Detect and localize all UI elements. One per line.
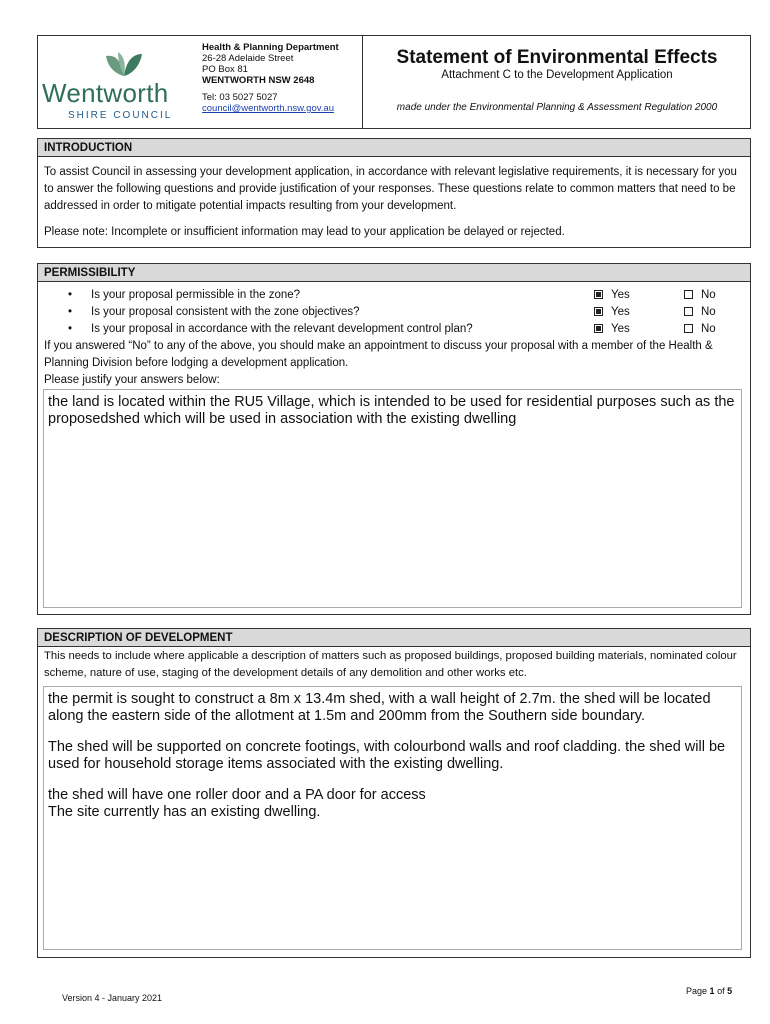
question-text: Is your proposal in accordance with the relevant development control plan?	[91, 323, 473, 335]
yes-checkbox[interactable]	[594, 290, 603, 299]
bullet: •	[68, 289, 73, 301]
yes-option[interactable]: Yes	[594, 304, 630, 321]
intro-note: Please note: Incomplete or insufficient information may lead to your application be delayed or rejected.	[44, 226, 565, 238]
no-checkbox[interactable]	[684, 307, 693, 316]
email-link[interactable]: council@wentworth.nsw.gov.au	[202, 103, 334, 114]
intro-paragraph: To assist Council in assessing your development application, in accordance with relevant legislative requirements, it is necessary for you to answer the following questions and provide justification of your responses. These questions relate to common matters that need to be addressed in order to mitigate potential impacts resulting from your development.	[44, 166, 737, 212]
address-line: 26-28 Adelaide Street	[202, 53, 294, 64]
document-subtitle: Attachment C to the Development Application	[441, 69, 673, 81]
justify-label: Please justify your answers below:	[44, 374, 220, 386]
bullet: •	[68, 306, 73, 318]
version-label: Version 4 - January 2021	[62, 993, 163, 1003]
description-paragraph: the permit is sought to construct a 8m x 13.4m shed, with a wall height of 2.7m. the shed will be located along the eastern side of the allotment at 1.5m and 200mm from the Southern side boundary.	[48, 691, 711, 724]
address-line: PO Box 81	[202, 64, 248, 75]
no-checkbox[interactable]	[684, 324, 693, 333]
description-textarea[interactable]	[43, 686, 742, 950]
description-paragraph: the shed will have one roller door and a PA door for access The site currently has an existing dwelling.	[48, 787, 426, 820]
question-text: Is your proposal permissible in the zone?	[91, 289, 301, 301]
regulation-note: made under the Environmental Planning & Assessment Regulation 2000	[396, 102, 718, 113]
logo-subtitle: SHIRE COUNCIL	[68, 110, 173, 121]
council-logo	[40, 46, 200, 126]
description-section	[37, 628, 751, 958]
permissibility-section	[37, 263, 751, 615]
question-row	[38, 321, 750, 338]
no-answer-note: If you answered “No” to any of the above, you should make an appointment to discuss your proposal with a member of the Health & Planning Division before lodging a development application.	[44, 340, 713, 369]
section-heading: PERMISSIBILITY	[38, 264, 750, 282]
question-row	[38, 287, 750, 304]
yes-checkbox[interactable]	[594, 307, 603, 316]
no-checkbox[interactable]	[684, 290, 693, 299]
document-title: Statement of Environmental Effects	[396, 47, 718, 68]
description-instructions: This needs to include where applicable a description of matters such as proposed buildings, proposed building materials, nominated colour scheme, nature of use, staging of the development details of any demolition and other works etc.	[44, 650, 737, 679]
page-number: Page 1 of 5	[686, 986, 733, 996]
department-name: Health & Planning Department	[202, 42, 339, 53]
introduction-section	[37, 138, 751, 248]
section-heading: INTRODUCTION	[38, 139, 750, 157]
logo-wordmark: Wentworth	[42, 78, 169, 108]
bullet: •	[68, 323, 73, 335]
section-heading: DESCRIPTION OF DEVELOPMENT	[38, 629, 750, 647]
no-option[interactable]: No	[684, 287, 716, 304]
yes-option[interactable]: Yes	[594, 321, 630, 338]
question-text: Is your proposal consistent with the zone objectives?	[91, 306, 360, 318]
yes-checkbox[interactable]	[594, 324, 603, 333]
no-option[interactable]: No	[684, 304, 716, 321]
telephone: Tel: 03 5027 5027	[202, 92, 278, 103]
justification-textarea[interactable]: the land is located within the RU5 Village, which is intended to be used for residential purposes such as the proposedshed which will be used in association with the existing dwelling	[43, 389, 742, 608]
leaf-icon	[100, 50, 148, 80]
header-divider	[362, 36, 363, 128]
address-block	[202, 42, 360, 114]
letterhead	[37, 35, 751, 129]
address-line: WENTWORTH NSW 2648	[202, 75, 315, 86]
no-option[interactable]: No	[684, 321, 716, 338]
description-paragraph: The shed will be supported on concrete footings, with colourbond walls and roof cladding. the shed will be used for household storage items associated with the existing dwelling.	[48, 739, 726, 772]
question-row	[38, 304, 750, 321]
yes-option[interactable]: Yes	[594, 287, 630, 304]
